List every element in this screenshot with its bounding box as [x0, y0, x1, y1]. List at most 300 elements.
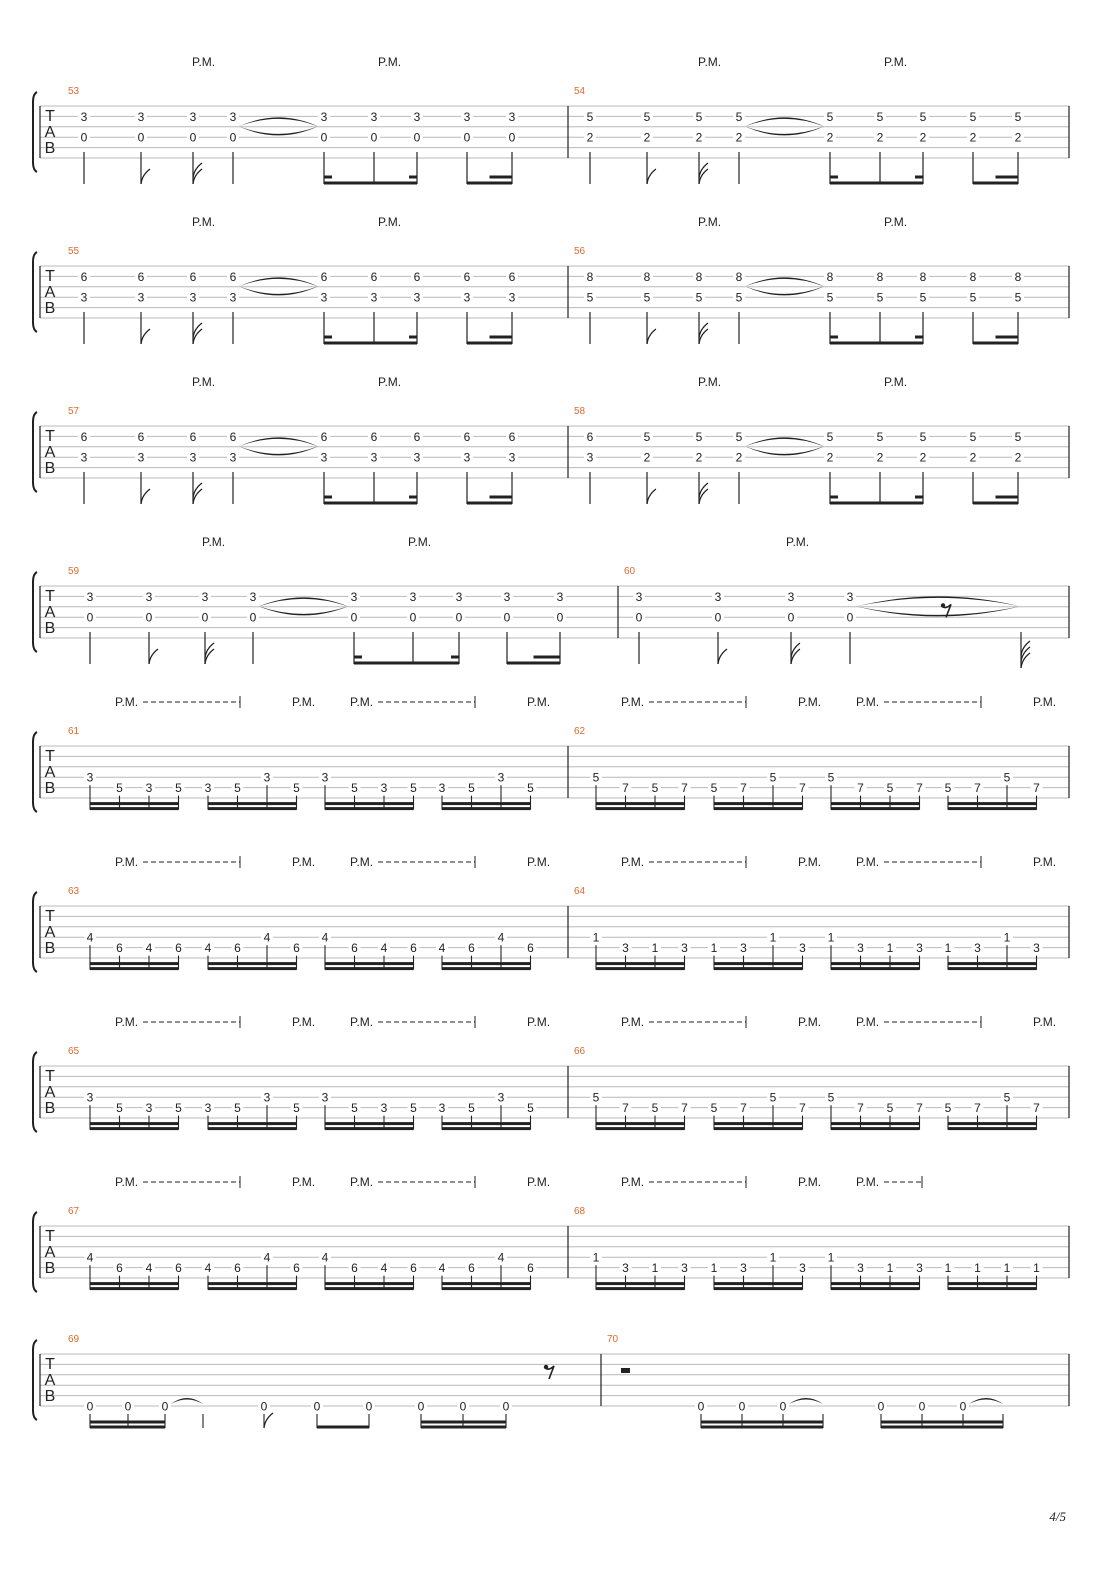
fret-number: 5 [234, 781, 241, 796]
beam [948, 802, 1037, 805]
fret-number: 0 [846, 610, 854, 625]
fret-number: 6 [229, 429, 237, 444]
measure-number: 53 [68, 86, 80, 97]
fret-number: 3 [86, 589, 94, 604]
palm-mute-label: P.M. [856, 855, 880, 869]
measure [68, 855, 550, 970]
fret-number: 1 [592, 1250, 600, 1265]
fret-number: 5 [769, 770, 777, 785]
fret-number: 5 [351, 781, 358, 796]
palm-mute-label: P.M. [378, 55, 402, 69]
beam [831, 962, 920, 965]
fret-number: 0 [189, 130, 197, 145]
beam [324, 176, 332, 179]
fret-number: 6 [527, 1261, 534, 1276]
measure [574, 695, 1056, 810]
beam [948, 1282, 1037, 1285]
beam [830, 342, 923, 345]
fret-number: 5 [175, 781, 182, 796]
fret-number: 6 [351, 1261, 358, 1276]
fret-number: 3 [137, 109, 145, 124]
fret-number: 2 [919, 130, 927, 145]
palm-mute-label: P.M. [798, 1175, 822, 1189]
fret-number: 7 [799, 781, 806, 796]
fret-number: 3 [622, 941, 629, 956]
beam [948, 962, 1037, 965]
fret-number: 3 [409, 589, 417, 604]
fret-number: 6 [370, 429, 378, 444]
fret-number: 5 [944, 781, 952, 796]
fret-number: 0 [508, 130, 516, 145]
fret-number: 5 [826, 290, 834, 305]
measure [574, 375, 1024, 505]
fret-number: 0 [463, 130, 471, 145]
palm-mute-label: P.M. [527, 1015, 551, 1029]
fret-number: 3 [413, 450, 421, 465]
beam [442, 802, 531, 805]
beam [915, 496, 923, 499]
beam [325, 1282, 414, 1285]
beam [596, 962, 685, 965]
measure-number: 69 [68, 1334, 80, 1345]
tie [856, 596, 1020, 606]
fret-number: 1 [710, 1261, 718, 1276]
fret-number: 6 [468, 1261, 475, 1276]
measure-number: 54 [574, 86, 586, 97]
fret-number: 3 [380, 1101, 388, 1116]
fret-number: 5 [919, 429, 927, 444]
fret-number: 5 [527, 1101, 534, 1116]
fret-number: 5 [886, 1101, 894, 1116]
fret-number: 8 [826, 269, 834, 284]
beam [325, 802, 414, 805]
fret-number: 2 [643, 130, 651, 145]
fret-number: 6 [80, 269, 88, 284]
fret-number: 1 [651, 941, 659, 956]
palm-mute-label: P.M. [1033, 1015, 1057, 1029]
beam [830, 502, 923, 505]
fret-number: 5 [695, 109, 703, 124]
fret-number: 3 [463, 450, 471, 465]
fret-number: 5 [769, 1090, 777, 1105]
beam [409, 496, 417, 499]
tie [239, 446, 318, 455]
measure [574, 855, 1056, 970]
fret-number: 3 [857, 1261, 864, 1276]
fret-number: 5 [351, 1101, 358, 1116]
tie [789, 1398, 823, 1404]
beam [714, 807, 803, 810]
fret-number: 3 [714, 589, 722, 604]
fret-number: 3 [263, 1090, 271, 1105]
fret-number: 7 [974, 781, 981, 796]
system-bracket [33, 1212, 37, 1292]
fret-number: 6 [370, 269, 378, 284]
palm-mute-label: P.M. [292, 1175, 316, 1189]
fret-number: 5 [826, 429, 834, 444]
measure [574, 215, 1024, 345]
beam [325, 1122, 414, 1125]
fret-number: 5 [876, 109, 884, 124]
page-number: 4/5 [1049, 1509, 1066, 1524]
palm-mute-label: P.M. [292, 855, 316, 869]
palm-mute-label: P.M. [192, 215, 216, 229]
measure [68, 535, 566, 665]
tab-system [33, 695, 1069, 812]
tab-clef-letter: T [45, 1228, 55, 1245]
palm-mute-label: P.M. [350, 855, 374, 869]
tie [259, 597, 348, 606]
beam [90, 802, 179, 805]
palm-mute-label: P.M. [192, 375, 216, 389]
fret-number: 6 [527, 941, 534, 956]
beam [324, 336, 332, 339]
beam [596, 967, 685, 970]
palm-mute-label: P.M. [698, 375, 722, 389]
fret-number: 3 [740, 1261, 747, 1276]
measure [68, 1334, 554, 1429]
beam [973, 502, 1018, 505]
measure [574, 1175, 1043, 1290]
fret-number: 6 [463, 429, 471, 444]
beam [208, 1282, 297, 1285]
palm-mute-label: P.M. [698, 215, 722, 229]
fret-number: 4 [86, 930, 94, 945]
tie [856, 606, 1020, 616]
beam [325, 1287, 414, 1290]
beam [354, 656, 362, 659]
palm-mute-label: P.M. [884, 215, 908, 229]
palm-mute-label: P.M. [115, 1015, 139, 1029]
tie [239, 286, 318, 295]
fret-number: 1 [769, 930, 777, 945]
tie [745, 126, 824, 135]
beam [208, 1287, 297, 1290]
tab-clef-letter: B [44, 620, 56, 637]
fret-number: 3 [413, 109, 421, 124]
tab-system [33, 1175, 1069, 1292]
fret-number: 4 [263, 1250, 271, 1265]
measure-number: 68 [574, 1206, 586, 1217]
fret-number: 1 [1033, 1261, 1040, 1276]
fret-number: 3 [846, 589, 854, 604]
beam [831, 967, 920, 970]
beam [421, 1421, 506, 1424]
fret-number: 0 [249, 610, 257, 625]
beam [467, 502, 512, 505]
fret-number: 3 [857, 941, 864, 956]
tab-clef-letter: T [45, 108, 55, 125]
fret-number: 1 [827, 930, 835, 945]
fret-number: 5 [886, 781, 894, 796]
palm-mute-label: P.M. [1033, 695, 1057, 709]
fret-number: 3 [455, 589, 463, 604]
fret-number: 5 [710, 1101, 718, 1116]
rest-dot [544, 1365, 548, 1369]
beam [90, 807, 179, 810]
palm-mute-label: P.M. [798, 855, 822, 869]
beam [208, 967, 297, 970]
fret-number: 4 [321, 1250, 329, 1265]
measure [68, 695, 550, 810]
tab-system [33, 535, 1069, 668]
beam [596, 802, 685, 805]
tab-clef-letter: A [44, 1372, 56, 1389]
fret-number: 6 [293, 941, 300, 956]
fret-number: 2 [1014, 130, 1022, 145]
fret-number: 5 [643, 109, 651, 124]
fret-number: 0 [350, 610, 358, 625]
beam [442, 1287, 531, 1290]
fret-number: 3 [204, 1101, 212, 1116]
fret-number: 6 [175, 1261, 182, 1276]
beam [596, 1282, 685, 1285]
fret-number: 3 [145, 589, 153, 604]
system-bracket [33, 732, 37, 812]
fret-number: 6 [234, 1261, 241, 1276]
fret-number: 7 [681, 1101, 688, 1116]
beam [714, 967, 803, 970]
fret-number: 0 [417, 1399, 425, 1414]
measure [607, 1334, 1003, 1429]
fret-number: 3 [137, 290, 145, 305]
fret-number: 2 [695, 450, 703, 465]
beam [831, 1127, 920, 1130]
beam [973, 342, 1018, 345]
beam [714, 962, 803, 965]
system-bracket [33, 252, 37, 332]
tab-clef-letter: T [45, 268, 55, 285]
fret-number: 0 [918, 1399, 926, 1414]
fret-number: 5 [293, 1101, 300, 1116]
palm-mute-label: P.M. [202, 535, 226, 549]
tab-clef-letter: A [44, 1244, 56, 1261]
tab-clef-letter: B [44, 780, 56, 797]
tab-clef-letter: T [45, 1356, 55, 1373]
fret-number: 5 [876, 290, 884, 305]
fret-number: 0 [787, 610, 795, 625]
fret-number: 6 [410, 1261, 417, 1276]
fret-number: 3 [350, 589, 358, 604]
beam [831, 1287, 920, 1290]
beam [714, 1127, 803, 1130]
fret-number: 1 [769, 1250, 777, 1265]
fret-number: 3 [370, 450, 378, 465]
beam [208, 1127, 297, 1130]
fret-number: 5 [1014, 429, 1022, 444]
fret-number: 6 [116, 1261, 123, 1276]
fret-number: 0 [503, 610, 511, 625]
fret-number: 7 [740, 781, 747, 796]
fret-number: 0 [556, 610, 564, 625]
beam [701, 1421, 823, 1424]
palm-mute-label: P.M. [408, 535, 432, 549]
fret-number: 4 [145, 941, 153, 956]
fret-number: 3 [370, 109, 378, 124]
beam [325, 967, 414, 970]
beam [208, 807, 297, 810]
fret-number: 5 [735, 429, 743, 444]
beam [996, 496, 1019, 499]
beam [596, 1127, 685, 1130]
measure [68, 375, 518, 505]
note-flag [141, 169, 150, 184]
system-bracket [33, 572, 37, 652]
tab-clef-letter: A [44, 284, 56, 301]
fret-number: 1 [974, 1261, 981, 1276]
fret-number: 5 [116, 1101, 123, 1116]
beam [831, 1282, 920, 1285]
fret-number: 4 [438, 941, 446, 956]
fret-number: 5 [919, 109, 927, 124]
tie [745, 286, 824, 295]
half-rest [621, 1368, 630, 1373]
palm-mute-label: P.M. [856, 1175, 880, 1189]
fret-number: 0 [779, 1399, 787, 1414]
fret-number: 3 [86, 1090, 94, 1105]
beam [714, 1122, 803, 1125]
fret-number: 8 [586, 269, 594, 284]
fret-number: 3 [508, 109, 516, 124]
palm-mute-label: P.M. [378, 375, 402, 389]
beam [714, 1287, 803, 1290]
tab-system [33, 55, 1069, 185]
fret-number: 5 [234, 1101, 241, 1116]
measure [68, 1175, 550, 1290]
fret-number: 5 [1003, 1090, 1011, 1105]
palm-mute-label: P.M. [621, 1175, 645, 1189]
beam [442, 807, 531, 810]
fret-number: 5 [919, 290, 927, 305]
fret-number: 3 [380, 781, 388, 796]
palm-mute-label: P.M. [115, 695, 139, 709]
fret-number: 5 [592, 770, 600, 785]
beam [317, 1426, 369, 1429]
fret-number: 1 [886, 941, 894, 956]
fret-number: 0 [320, 130, 328, 145]
fret-number: 3 [229, 290, 237, 305]
beam [948, 1122, 1037, 1125]
fret-number: 3 [320, 109, 328, 124]
fret-number: 5 [586, 109, 594, 124]
fret-number: 0 [877, 1399, 885, 1414]
measure-number: 67 [68, 1206, 80, 1217]
fret-number: 5 [944, 1101, 952, 1116]
measure-number: 62 [574, 726, 586, 737]
palm-mute-label: P.M. [292, 1015, 316, 1029]
beam [830, 176, 838, 179]
fret-number: 2 [826, 130, 834, 145]
palm-mute-label: P.M. [856, 1015, 880, 1029]
measure-number: 58 [574, 406, 586, 417]
measure [574, 1015, 1056, 1130]
fret-number: 5 [116, 781, 123, 796]
palm-mute-label: P.M. [698, 55, 722, 69]
fret-number: 4 [380, 1261, 388, 1276]
fret-number: 3 [80, 450, 88, 465]
beam [442, 967, 531, 970]
fret-number: 6 [229, 269, 237, 284]
fret-number: 3 [189, 450, 197, 465]
fret-number: 5 [651, 781, 659, 796]
fret-number: 3 [438, 1101, 446, 1116]
beam [324, 342, 417, 345]
note-flag [141, 329, 150, 344]
beam [467, 342, 512, 345]
fret-number: 6 [508, 429, 516, 444]
fret-number: 5 [410, 1101, 417, 1116]
fret-number: 0 [959, 1399, 967, 1414]
tie [239, 437, 318, 446]
beam [90, 1426, 165, 1429]
tie [745, 437, 824, 446]
beam [451, 656, 459, 659]
measure-number: 65 [68, 1046, 80, 1057]
fret-number: 3 [497, 1090, 505, 1105]
system-bracket [33, 412, 37, 492]
palm-mute-label: P.M. [527, 855, 551, 869]
fret-number: 6 [508, 269, 516, 284]
fret-number: 0 [201, 610, 209, 625]
measure-number: 63 [68, 886, 80, 897]
beam [948, 807, 1037, 810]
fret-number: 3 [320, 450, 328, 465]
beam [996, 176, 1019, 179]
fret-number: 0 [455, 610, 463, 625]
fret-number: 5 [643, 290, 651, 305]
note-flag [647, 489, 656, 504]
fret-number: 2 [969, 450, 977, 465]
measure-number: 64 [574, 886, 586, 897]
fret-number: 5 [695, 429, 703, 444]
fret-number: 3 [145, 781, 153, 796]
measure [68, 1015, 550, 1130]
measure-number: 70 [607, 1334, 619, 1345]
system-bracket [33, 1052, 37, 1132]
tab-clef-letter: A [44, 124, 56, 141]
tab-clef-letter: T [45, 428, 55, 445]
fret-number: 0 [502, 1399, 510, 1414]
fret-number: 0 [714, 610, 722, 625]
fret-number: 2 [969, 130, 977, 145]
note-flag [647, 329, 656, 344]
fret-number: 3 [799, 1261, 806, 1276]
measure-number: 59 [68, 566, 80, 577]
note-flag [149, 649, 158, 664]
fret-number: 3 [189, 290, 197, 305]
fret-number: 5 [293, 781, 300, 796]
fret-number: 6 [80, 429, 88, 444]
fret-number: 7 [740, 1101, 747, 1116]
beam [830, 496, 838, 499]
fret-number: 6 [189, 429, 197, 444]
fret-number: 5 [735, 290, 743, 305]
fret-number: 6 [586, 429, 594, 444]
tab-clef-letter: B [44, 1260, 56, 1277]
fret-number: 1 [651, 1261, 659, 1276]
fret-number: 7 [681, 781, 688, 796]
fret-number: 5 [827, 1090, 835, 1105]
palm-mute-label: P.M. [621, 855, 645, 869]
beam [534, 656, 561, 659]
beam [442, 962, 531, 965]
fret-number: 0 [86, 610, 94, 625]
fret-number: 5 [695, 290, 703, 305]
tab-clef-letter: T [45, 588, 55, 605]
measure-number: 60 [624, 566, 636, 577]
fret-number: 5 [710, 781, 718, 796]
beam [490, 336, 513, 339]
